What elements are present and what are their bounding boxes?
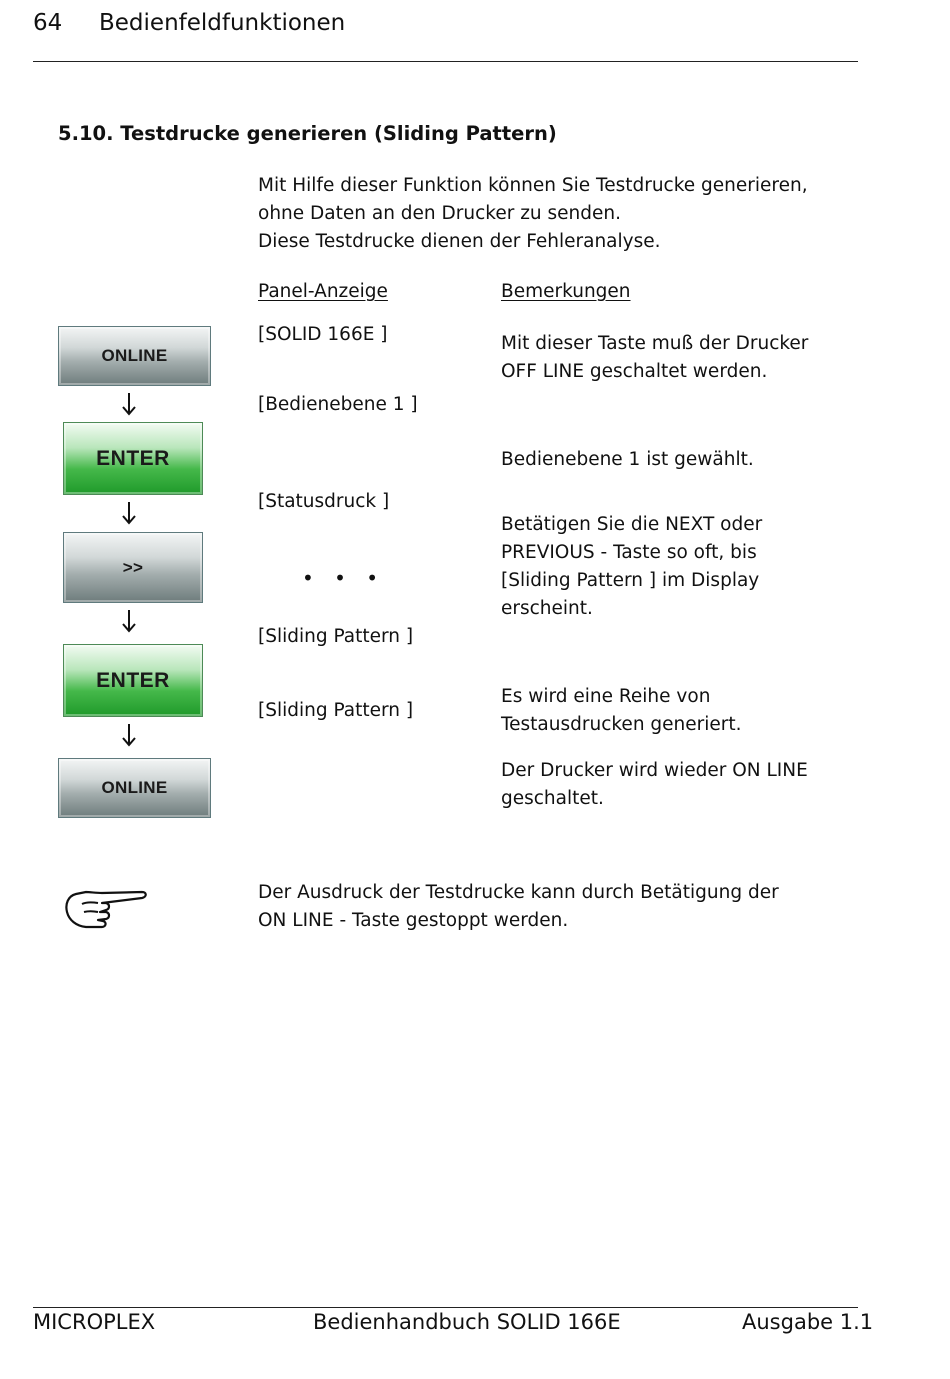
pointing-hand-icon [62, 882, 148, 932]
enter-button[interactable]: ENTER [63, 422, 203, 495]
remark-level-selected [501, 446, 754, 474]
note-line: Der Ausdruck der Testdrucke kann durch Betätigung der [258, 882, 779, 903]
footer-manual-title: Bedienhandbuch SOLID 166E [313, 1310, 621, 1334]
remark-next-previous [501, 511, 762, 623]
remark-offline [501, 330, 808, 386]
header-rule [33, 61, 858, 62]
remark-line: Testausdrucken generiert. [501, 714, 742, 735]
panel-display-sliding-pattern: [Sliding Pattern ] [258, 700, 414, 721]
arrow-down-icon [121, 609, 137, 633]
intro-line: ohne Daten an den Drucker zu senden. [258, 203, 621, 224]
online-button[interactable]: ONLINE [58, 326, 211, 386]
remark-line: PREVIOUS - Taste so oft, bis [501, 542, 757, 563]
panel-display-statusdruck: [Statusdruck ] [258, 491, 390, 512]
ellipsis: • • • [302, 566, 386, 590]
column-header-remarks: Bemerkungen [501, 281, 631, 302]
remark-test-prints [501, 683, 742, 739]
remark-line: OFF LINE geschaltet werden. [501, 361, 768, 382]
enter-button[interactable]: ENTER [63, 644, 203, 717]
remark-line: [Sliding Pattern ] im Display [501, 570, 760, 591]
remark-line: Es wird eine Reihe von [501, 686, 711, 707]
intro-line: Diese Testdrucke dienen der Fehleranalyse. [258, 231, 661, 252]
header-title: Bedienfeldfunktionen [99, 10, 346, 36]
remark-line: Der Drucker wird wieder ON LINE [501, 760, 808, 781]
footer-edition: Ausgabe 1.1 [742, 1310, 874, 1334]
footer-company: MICROPLEX [33, 1310, 156, 1334]
remark-online-again [501, 757, 808, 813]
panel-display-bedienebene: [Bedienebene 1 ] [258, 394, 418, 415]
column-header-panel: Panel-Anzeige [258, 281, 388, 302]
remark-line: erscheint. [501, 598, 593, 619]
arrow-down-icon [121, 501, 137, 525]
arrow-down-icon [121, 723, 137, 747]
next-button[interactable]: >> [63, 532, 203, 603]
footer-rule [33, 1307, 858, 1308]
remark-line: geschaltet. [501, 788, 604, 809]
intro-paragraph [258, 172, 808, 256]
remark-line: Bedienebene 1 ist gewählt. [501, 449, 754, 470]
panel-display-solid: [SOLID 166E ] [258, 324, 388, 345]
note-line: ON LINE - Taste gestoppt werden. [258, 910, 569, 931]
intro-line: Mit Hilfe dieser Funktion können Sie Testdrucke generieren, [258, 175, 808, 196]
panel-display-sliding-pattern: [Sliding Pattern ] [258, 626, 414, 647]
online-button[interactable]: ONLINE [58, 758, 211, 818]
arrow-down-icon [121, 392, 137, 416]
remark-line: Mit dieser Taste muß der Drucker [501, 333, 809, 354]
page-number: 64 [33, 10, 63, 36]
remark-line: Betätigen Sie die NEXT oder [501, 514, 763, 535]
section-title: 5.10. Testdrucke generieren (Sliding Pattern) [58, 122, 557, 145]
note-text [258, 879, 779, 935]
